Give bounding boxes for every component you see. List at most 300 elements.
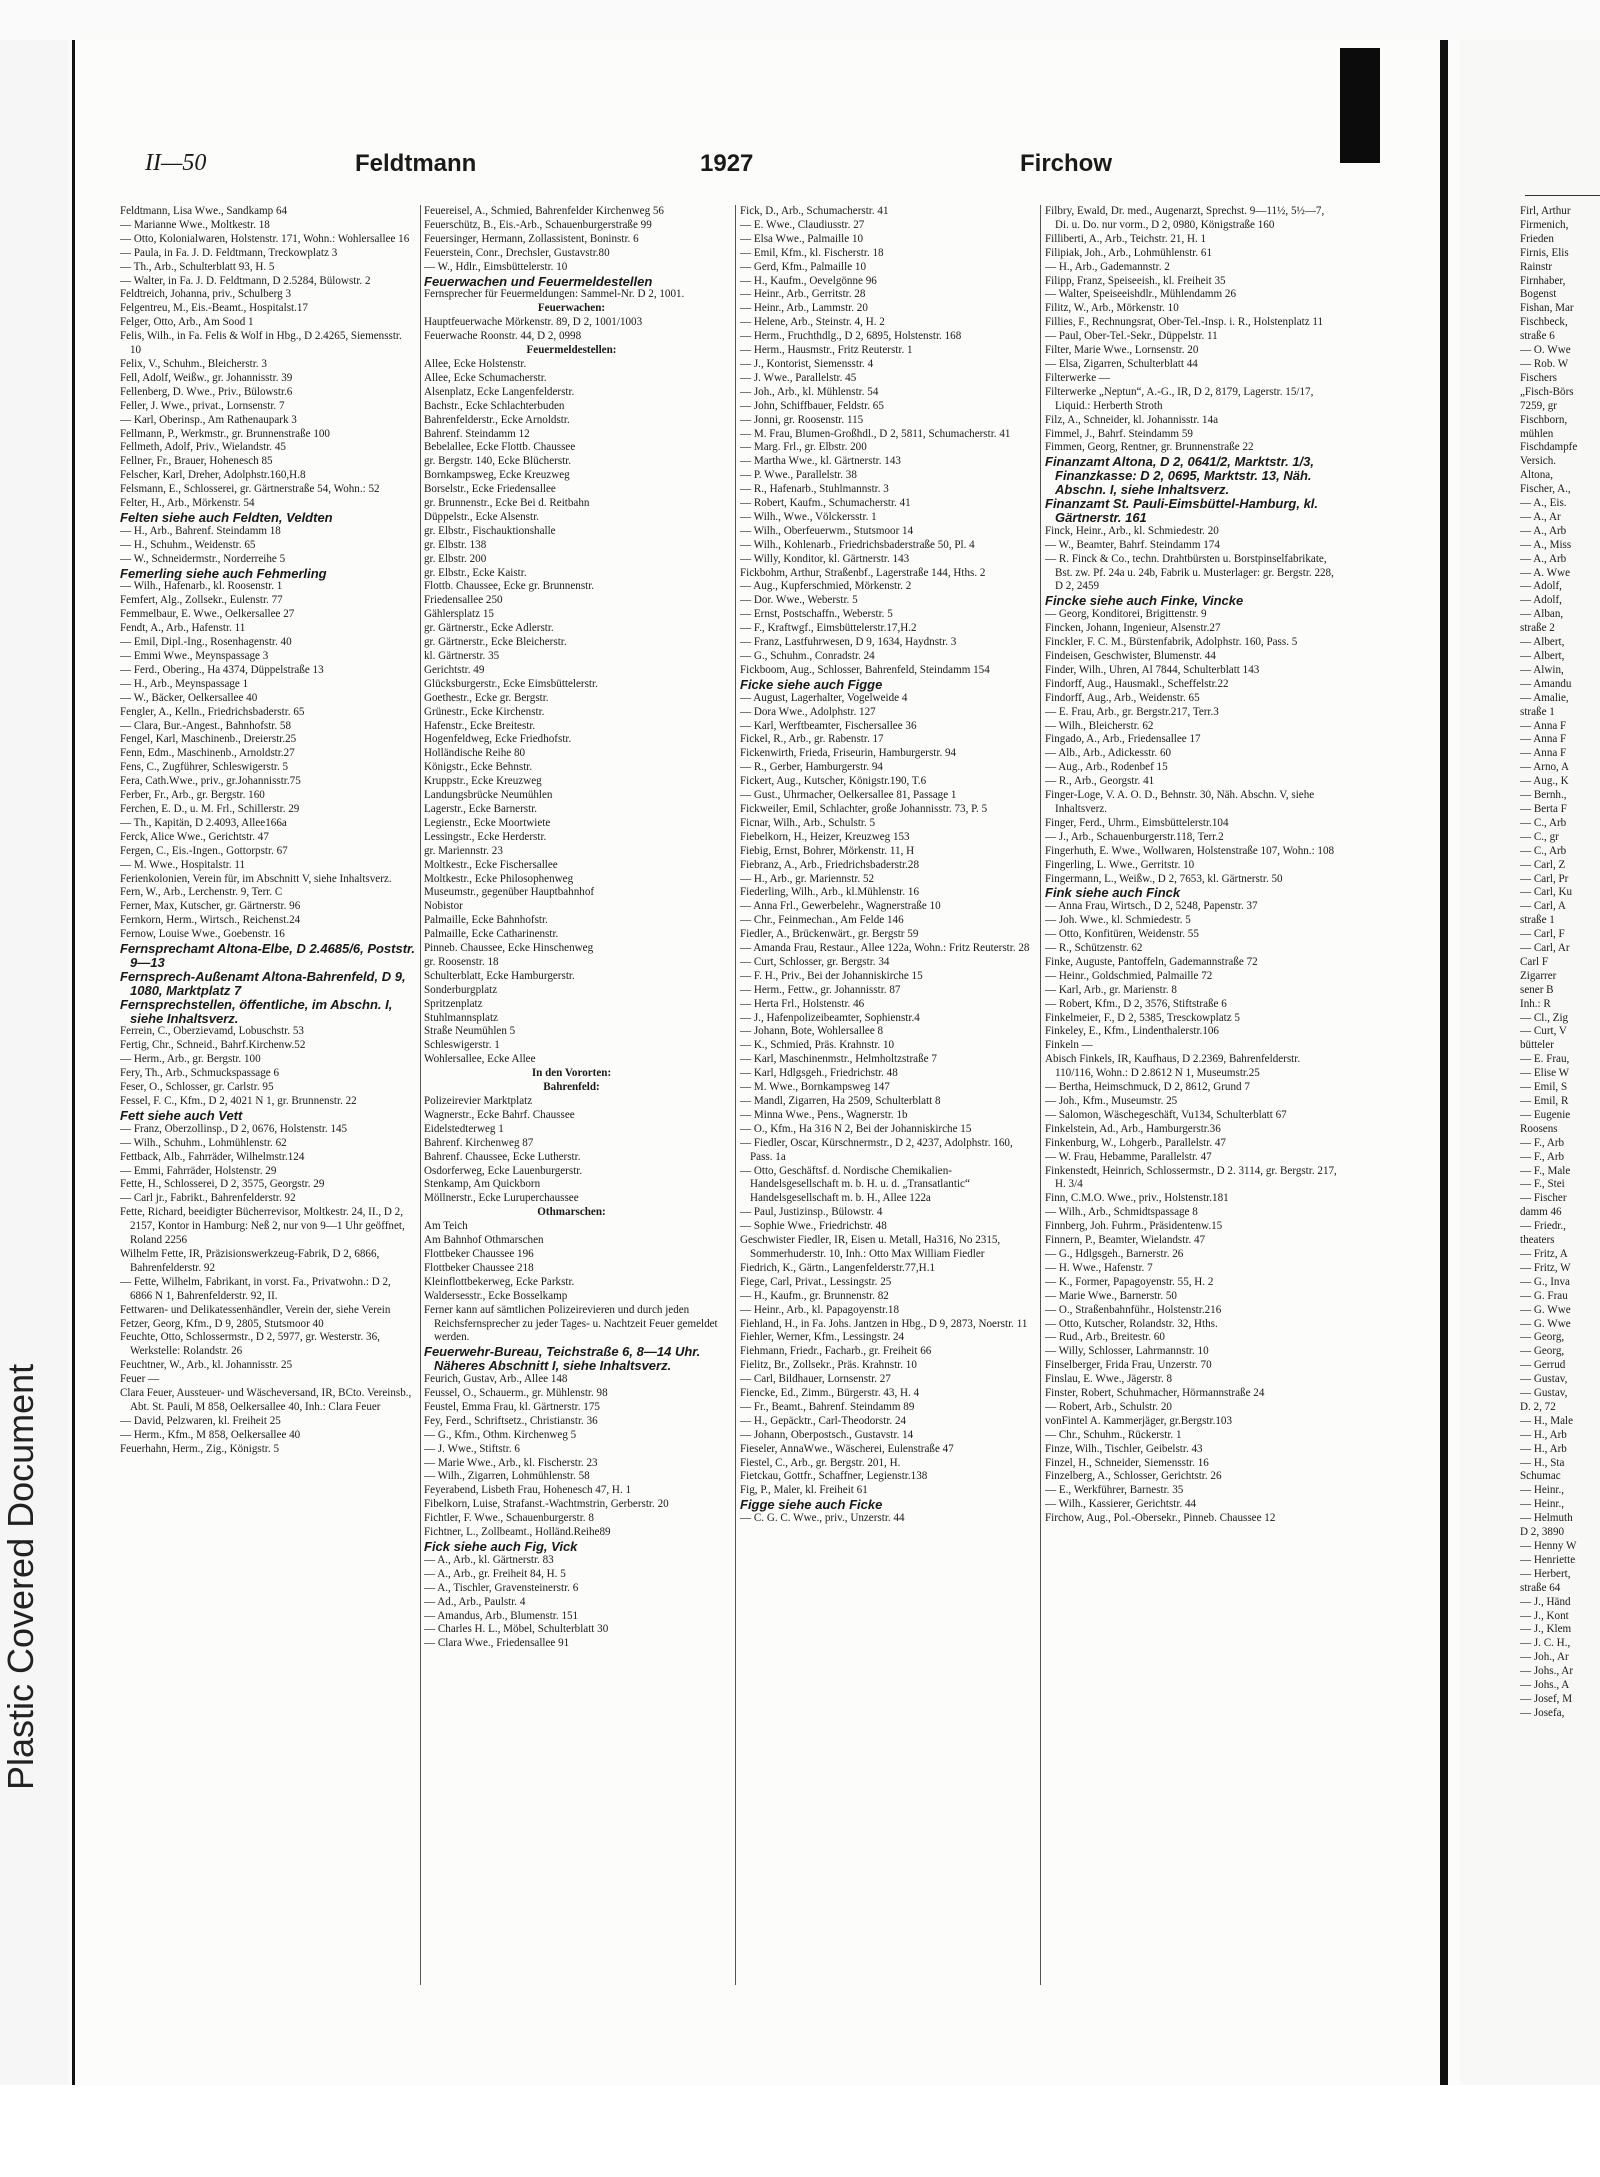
directory-entry: — H., Sta: [1520, 1456, 1565, 1469]
directory-entry: Sonderburgplatz: [424, 983, 498, 996]
directory-entry: Roosens: [1520, 1122, 1558, 1135]
facing-page-rule: [1525, 195, 1600, 196]
directory-entry: — Joh. Wwe., kl. Schmiedestr. 5: [1045, 914, 1191, 927]
directory-entry: — Th., Arb., Schulterblatt 93, H. 5: [120, 260, 275, 273]
directory-entry: — W., Schneidermstr., Norderreihe 5: [120, 552, 286, 565]
directory-entry: — J., Händ: [1520, 1595, 1571, 1608]
directory-entry: Fetzer, Georg, Kfm., D 9, 2805, Stutsmoor 40: [120, 1317, 324, 1330]
directory-entry: — O., Kfm., Ha 316 N 2, Bei der Johanniskirche 15: [740, 1122, 972, 1135]
directory-entry: — Carl, A: [1520, 900, 1566, 913]
directory-entry: — Ad., Arb., Paulstr. 4: [424, 1595, 526, 1608]
column-2: [424, 205, 719, 2005]
directory-entry: Filipiak, Joh., Arb., Lohmühlenstr. 61: [1045, 246, 1213, 259]
directory-entry: Pinneb. Chaussee, Ecke Hinschenweg: [424, 942, 594, 955]
directory-entry: — Johann, Oberpostsch., Gustavstr. 14: [740, 1428, 914, 1441]
directory-entry: Felix, V., Schuhm., Bleicherstr. 3: [120, 357, 267, 370]
directory-entry: — H., Arb: [1520, 1428, 1567, 1441]
directory-entry: Finder, Wilh., Uhren, Al 7844, Schulterblatt 143: [1045, 663, 1260, 676]
directory-entry: Fig, P., Maler, kl. Freiheit 61: [740, 1484, 868, 1497]
directory-entry: — Carl, Z: [1520, 858, 1566, 871]
directory-entry: Flottbeker Chaussee 196: [424, 1247, 534, 1260]
directory-entry: Fett siehe auch Vett: [120, 1107, 243, 1123]
directory-entry: Fingermann, L., Weißw., D 2, 7653, kl. Gärtnerstr. 50: [1045, 872, 1283, 885]
directory-entry: — Minna Wwe., Pens., Wagnerstr. 1b: [740, 1108, 908, 1121]
directory-entry: — Henny W: [1520, 1540, 1577, 1552]
directory-entry: Fincke siehe auch Finke, Vincke: [1045, 593, 1244, 609]
directory-entry: — Willy, Schlosser, Lahrmannstr. 10: [1045, 1345, 1209, 1358]
directory-entry: — R., Schützenstr. 62: [1045, 942, 1143, 955]
directory-entry: — August, Lagerhalter, Vogelweide 4: [740, 691, 908, 704]
directory-entry: Ferner kann auf sämtlichen Polizeirevieren und durch jeden Reichsfernsprecher zu jeder Tages- u. Nachtzeit Feuer gemeldet werden.: [424, 1303, 718, 1344]
directory-entry: — Georg,: [1520, 1345, 1565, 1358]
directory-entry: — R., Arb., Georgstr. 41: [1045, 775, 1155, 788]
directory-entry: — Marg. Frl., gr. Elbstr. 200: [740, 441, 867, 454]
directory-entry: Feser, O., Schlosser, gr. Carlstr. 95: [120, 1081, 274, 1094]
directory-entry: Ferber, Fr., Arb., gr. Bergstr. 160: [120, 789, 265, 802]
directory-entry: Gerichtstr. 49: [424, 663, 485, 676]
directory-entry: — Dora Wwe., Adolphstr. 127: [740, 705, 876, 718]
directory-entry: — Anna F: [1520, 719, 1567, 732]
directory-entry: — Carl, Ku: [1520, 886, 1573, 899]
directory-entry: Ferrein, C., Oberzievamd, Lobuschstr. 53: [120, 1025, 304, 1038]
directory-entry: Fenn, Edm., Maschinenb., Arnoldstr.27: [120, 747, 295, 760]
directory-entry: — Heinr.,: [1520, 1484, 1565, 1497]
directory-entry: gr. Elbstr., Ecke Kaistr.: [424, 566, 527, 579]
directory-entry: — F., Male: [1520, 1164, 1571, 1177]
directory-entry: Finger, Ferd., Uhrm., Eimsbüttelerstr.104: [1045, 816, 1229, 829]
directory-entry: — Friedr.,: [1520, 1220, 1566, 1233]
directory-entry: — Herm., Fruchthdlg., D 2, 6895, Holstenstr. 168: [740, 330, 962, 343]
directory-entry: — A., Eis.: [1520, 497, 1567, 510]
directory-entry: Findeisen, Geschwister, Blumenstr. 44: [1045, 650, 1216, 662]
directory-entry: — Gerd, Kfm., Palmaille 10: [740, 260, 867, 273]
directory-entry: Fens, C., Zugführer, Schleswigerstr. 5: [120, 761, 289, 774]
directory-entry: — Rob. W: [1520, 357, 1569, 370]
directory-entry: Flottb. Chaussee, Ecke gr. Brunnenstr.: [424, 580, 595, 593]
directory-entry: mühlen: [1520, 427, 1554, 440]
directory-entry: Finkenstedt, Heinrich, Schlossermstr., D 2. 3114, gr. Bergstr. 217, H. 3/4: [1045, 1164, 1337, 1191]
directory-entry: — Clara Wwe., Friedensallee 91: [424, 1637, 570, 1650]
directory-entry: straße 1: [1520, 705, 1555, 718]
directory-entry: Wohlersallee, Ecke Allee: [424, 1053, 536, 1066]
directory-entry: Osdorferweg, Ecke Lauenburgerstr.: [424, 1164, 583, 1177]
directory-entry: Firchow, Aug., Pol.-Obersekr., Pinneb. Chaussee 12: [1045, 1512, 1276, 1525]
directory-entry: Felis, Wilh., in Fa. Felis & Wolf in Hbg., D 2.4265, Siemensstr. 10: [120, 330, 402, 357]
directory-entry: Fischdampfe: [1520, 441, 1578, 454]
directory-entry: Fiebig, Ernst, Bohrer, Mörkenstr. 11, H: [740, 844, 915, 857]
directory-entry: — G. Wwe: [1520, 1303, 1571, 1316]
directory-entry: vonFintel A. Kammerjäger, gr.Bergstr.103: [1045, 1414, 1232, 1427]
directory-entry: — Wilh., Bleicherstr. 62: [1045, 719, 1154, 732]
directory-entry: straße 64: [1520, 1581, 1561, 1594]
directory-entry: — Amalie,: [1520, 691, 1569, 704]
directory-entry: — Adolf,: [1520, 580, 1562, 593]
directory-entry: — Karl, Hdlgsgeh., Friedrichstr. 48: [740, 1067, 898, 1080]
directory-entry: Filbry, Ewald, Dr. med., Augenarzt, Sprechst. 9—11½, 5½—7, Di. u. Do. nur vorm., D 2, 0980, Königstraße 160: [1045, 205, 1325, 231]
directory-entry: Ferienkolonien, Verein für, im Abschnitt V, siehe Inhaltsverz.: [120, 872, 392, 885]
directory-entry: — W., Bäcker, Oelkersallee 40: [120, 691, 258, 704]
directory-entry: Fettwaren- und Delikatessenhändler, Verein der, siehe Verein: [120, 1303, 391, 1316]
directory-entry: Fey, Ferd., Schriftsetz., Christianstr. 36: [424, 1414, 598, 1427]
directory-entry: — Carl, F: [1520, 928, 1565, 941]
directory-entry: Palmaille, Ecke Bahnhofstr.: [424, 914, 548, 927]
directory-entry: Feuerwache Roonstr. 44, D 2, 0998: [424, 330, 582, 343]
directory-entry: — J., Kontorist, Siemensstr. 4: [740, 357, 874, 370]
directory-entry: Fingado, A., Arb., Friedensallee 17: [1045, 733, 1201, 746]
directory-entry: — W., Beamter, Bahrf. Steindamm 174: [1045, 538, 1220, 551]
directory-entry: — Wilh., Hafenarb., kl. Roosenstr. 1: [120, 580, 283, 593]
directory-entry: — G., Hdlgsgeh., Barnerstr. 26: [1045, 1247, 1184, 1260]
directory-entry: — M. Frau, Blumen-Großhdl., D 2, 5811, Schumacherstr. 41: [740, 427, 1011, 440]
directory-entry: Ferck, Alice Wwe., Gerichtstr. 47: [120, 830, 269, 843]
directory-entry: Stenkamp, Am Quickborn: [424, 1178, 541, 1191]
column-4: [1045, 205, 1340, 2005]
directory-entry: Fernow, Louise Wwe., Goebenstr. 16: [120, 928, 285, 941]
directory-entry: Feuerschütz, B., Eis.-Arb., Schauenburgerstraße 99: [424, 218, 652, 231]
directory-entry: — Adolf,: [1520, 594, 1562, 607]
directory-entry: Filipp, Franz, Speiseeish., kl. Freiheit 35: [1045, 274, 1226, 287]
directory-entry: Moltkestr., Ecke Fischersallee: [424, 858, 558, 871]
directory-entry: Bahrenf. Kirchenweg 87: [424, 1136, 534, 1149]
directory-entry: Goethestr., Ecke gr. Bergstr.: [424, 691, 549, 704]
directory-entry: — Emil, Kfm., kl. Fischerstr. 18: [740, 246, 884, 259]
directory-entry: Finn, C.M.O. Wwe., priv., Holstenstr.181: [1045, 1192, 1229, 1205]
directory-entry: — Aug., Arb., Rodenbef 15: [1045, 761, 1168, 774]
directory-entry: Femerling siehe auch Fehmerling: [120, 565, 327, 581]
directory-entry: Felger, Otto, Arb., Am Sood 1: [120, 316, 254, 329]
directory-entry: Fichtler, F. Wwe., Schauenburgerstr. 8: [424, 1512, 594, 1525]
directory-entry: Holländische Reihe 80: [424, 747, 526, 760]
directory-entry: — Fischer: [1520, 1192, 1567, 1205]
directory-entry: Feuerhahn, Herm., Zig., Königstr. 5: [120, 1442, 279, 1455]
directory-entry: — Herm., Kfm., M 858, Oelkersallee 40: [120, 1428, 301, 1441]
directory-entry: Fernsprecher für Feuermeldungen: Sammel-Nr. D 2, 1001.: [424, 288, 685, 301]
directory-entry: — Emil, S: [1520, 1081, 1568, 1094]
directory-entry: — Wilh., Kassierer, Gerichtstr. 44: [1045, 1498, 1197, 1511]
directory-entry: Feustel, Emma Frau, kl. Gärtnerstr. 175: [424, 1400, 600, 1413]
column-1: [120, 205, 415, 2005]
page-header: [145, 150, 1435, 190]
directory-entry: — Chr., Schuhm., Rückerstr. 1: [1045, 1428, 1182, 1441]
directory-entry: Fimmen, Georg, Rentner, gr. Brunnenstraße 22: [1045, 441, 1254, 454]
directory-entry: — Anna Frau, Wirtsch., D 2, 5248, Papenstr. 37: [1045, 900, 1258, 913]
directory-entry: Felsmann, E., Schlosserei, gr. Gärtnerstraße 54, Wohn.: 52: [120, 483, 380, 496]
directory-entry: Finkelmeier, F., D 2, 5385, Tresckowplatz 5: [1045, 1011, 1240, 1024]
directory-entry: — Anna F: [1520, 747, 1567, 760]
directory-entry: — Johann, Bote, Wohlersallee 8: [740, 1025, 884, 1038]
directory-entry: — Paul, Justizinsp., Bülowstr. 4: [740, 1206, 883, 1219]
directory-entry: Lagerstr., Ecke Barnerstr.: [424, 802, 538, 815]
column-divider: [1040, 205, 1041, 1985]
directory-entry: — Robert, Arb., Schulstr. 20: [1045, 1400, 1172, 1413]
directory-entry: — Eugenie: [1520, 1108, 1571, 1121]
directory-entry: Spritzenplatz: [424, 997, 483, 1010]
directory-entry: — Wilh., Arb., Schmidtspassage 8: [1045, 1206, 1198, 1219]
directory-entry: — H., Kaufm., Oevelgönne 96: [740, 274, 877, 287]
directory-entry: Filliberti, A., Arb., Teichstr. 21, H. 1: [1045, 232, 1207, 245]
directory-entry: Borselstr., Ecke Friedensallee: [424, 483, 556, 496]
directory-entry: Fera, Cath.Wwe., priv., gr.Johannisstr.75: [120, 775, 301, 788]
directory-entry: In den Vororten:: [531, 1067, 612, 1080]
directory-entry: — G., Kfm., Othm. Kirchenweg 5: [424, 1428, 577, 1441]
directory-entry: — Joh., Ar: [1520, 1651, 1569, 1664]
directory-entry: Finze, Wilh., Tischler, Geibelstr. 43: [1045, 1442, 1203, 1455]
directory-entry: — Bertha, Heimschmuck, D 2, 8612, Grund 7: [1045, 1081, 1250, 1094]
directory-entry: Finslau, E. Wwe., Jägerstr. 8: [1045, 1373, 1173, 1386]
header-first-name: Feldtmann: [355, 150, 477, 177]
directory-entry: Fernkorn, Herm., Wirtsch., Reichenst.24: [120, 914, 301, 927]
directory-entry: Fimmel, J., Bahrf. Steindamm 59: [1045, 427, 1193, 440]
directory-entry: Am Teich: [424, 1220, 468, 1233]
directory-entry: — H., Kaufm., gr. Brunnenstr. 82: [740, 1289, 889, 1302]
directory-entry: — Paul, Ober-Tel.-Sekr., Düppelstr. 11: [1045, 330, 1218, 343]
directory-entry: — Otto, Kolonialwaren, Holstenstr. 171, Wohn.: Wohlersallee 16: [120, 232, 410, 245]
directory-entry: Finzelberg, A., Schlosser, Gerichtstr. 26: [1045, 1470, 1222, 1483]
directory-entry: Firl, Arthur: [1520, 205, 1571, 217]
directory-entry: — Emil, R: [1520, 1095, 1569, 1107]
directory-entry: Fielitz, Br., Zollsekr., Präs. Krahnstr. 10: [740, 1359, 917, 1372]
directory-entry: Allee, Ecke Schumacherstr.: [424, 371, 547, 384]
directory-entry: Fibelkorn, Luise, Strafanst.-Wachtmstrin, Gerberstr. 20: [424, 1498, 669, 1511]
directory-entry: Hogenfeldweg, Ecke Friedhofstr.: [424, 733, 572, 746]
directory-entry: — Herm., Arb., gr. Bergstr. 100: [120, 1053, 261, 1066]
directory-entry: — F., Arb: [1520, 1136, 1565, 1149]
directory-entry: Felscher, Karl, Dreher, Adolphstr.160,H.8: [120, 469, 306, 482]
directory-entry: Feuerwehr-Bureau, Teichstraße 6, 8—14 Uhr. Näheres Abschnitt I, siehe Inhaltsverz.: [424, 1344, 701, 1374]
directory-entry: — Amanda Frau, Restaur., Allee 122a, Wohn.: Fritz Reuterstr. 28: [740, 942, 1030, 955]
directory-entry: — Anna Frl., Gewerbelehr., Wagnerstraße 10: [740, 900, 941, 913]
directory-entry: — John, Schiffbauer, Feldstr. 65: [740, 399, 884, 412]
directory-entry: Fern, W., Arb., Lerchenstr. 9, Terr. C: [120, 886, 283, 899]
directory-entry: Fiehler, Werner, Kfm., Lessingstr. 24: [740, 1331, 905, 1344]
directory-entry: — Otto, Kutscher, Rolandstr. 32, Hths.: [1045, 1317, 1218, 1330]
directory-entry: — Sophie Wwe., Friedrichstr. 48: [740, 1220, 887, 1233]
directory-entry: Bornkampsweg, Ecke Kreuzweg: [424, 469, 570, 482]
directory-entry: Landungsbrücke Neumühlen: [424, 789, 553, 802]
directory-entry: Carl F: [1520, 955, 1549, 968]
directory-entry: — P. Wwe., Parallelstr. 38: [740, 469, 857, 482]
directory-entry: Fery, Th., Arb., Schmuckspassage 6: [120, 1067, 279, 1080]
directory-entry: — E. Frau, Arb., gr. Bergstr.217, Terr.3: [1045, 705, 1219, 718]
directory-entry: — Fritz, A: [1520, 1247, 1568, 1260]
directory-entry: Feldtreich, Johanna, priv., Schulberg 3: [120, 288, 291, 301]
directory-entry: — G., Schuhm., Conradstr. 24: [740, 650, 875, 662]
column-divider: [735, 205, 736, 1985]
directory-entry: Glücksburgerstr., Ecke Eimsbüttelerstr.: [424, 677, 598, 690]
directory-entry: Fick siehe auch Fig, Vick: [424, 1539, 578, 1554]
directory-entry: — Salomon, Wäschegeschäft, Vu134, Schulterblatt 67: [1045, 1108, 1287, 1121]
directory-entry: — J., Arb., Schauenburgerstr.118, Terr.2: [1045, 830, 1224, 843]
directory-entry: Fiestel, C., Arb., gr. Bergstr. 201, H.: [740, 1456, 901, 1469]
directory-entry: Bahrenf. Chaussee, Ecke Lutherstr.: [424, 1150, 581, 1163]
directory-entry: — Carl, Bildhauer, Lornsenstr. 27: [740, 1373, 891, 1386]
directory-entry: Feuersinger, Hermann, Zollassistent, Boninstr. 6: [424, 232, 639, 245]
directory-entry: Museumstr., gegenüber Hauptbahnhof: [424, 886, 595, 899]
directory-entry: Finkenburg, W., Lohgerb., Parallelstr. 47: [1045, 1136, 1226, 1149]
directory-entry: Bahrenf. Steindamm 12: [424, 427, 530, 440]
directory-entry: Altona,: [1520, 469, 1553, 482]
directory-entry: — Charles H. L., Möbel, Schulterblatt 30: [424, 1623, 609, 1636]
directory-entry: Flottbeker Chaussee 218: [424, 1261, 534, 1274]
directory-entry: Finzel, H., Schneider, Siemensstr. 16: [1045, 1456, 1209, 1469]
directory-entry: — Fette, Wilhelm, Fabrikant, in vorst. Fa., Privatwohn.: D 2, 6866 N 1, Bahrenfelderstr. 92, II.: [120, 1275, 391, 1302]
directory-entry: — Joh., Kfm., Museumstr. 25: [1045, 1095, 1178, 1107]
directory-entry: — R. Finck & Co., techn. Drahtbürsten u. Borstpinselfabrikate, Bst. zw. Pf. 24a u. 24b, Fabrik u. Musterlager: gr. Bergstr. 228, D 2, 2459: [1045, 552, 1334, 593]
directory-entry: — Wilh., Schuhm., Lohmühlenstr. 62: [120, 1136, 287, 1149]
directory-entry: — H., Arb: [1520, 1442, 1567, 1455]
directory-entry: — G. Wwe: [1520, 1317, 1571, 1330]
directory-entry: — Emmi, Fahrräder, Holstenstr. 29: [120, 1164, 277, 1177]
directory-entry: Feuermeldestellen:: [526, 344, 617, 357]
directory-entry: — Henriette: [1520, 1553, 1576, 1566]
directory-entry: Fiege, Carl, Privat., Lessingstr. 25: [740, 1275, 892, 1288]
directory-entry: — Alwin,: [1520, 663, 1564, 676]
directory-entry: — Walter, Speiseeishdlr., Mühlendamm 26: [1045, 288, 1237, 301]
directory-entry: Bebelallee, Ecke Flottb. Chaussee: [424, 441, 576, 454]
directory-entry: Fiencke, Ed., Zimm., Bürgerstr. 43, H. 4: [740, 1387, 920, 1400]
directory-entry: Finkeley, E., Kfm., Lindenthalerstr.106: [1045, 1025, 1219, 1038]
directory-entry: Feuchte, Otto, Schlossermstr., D 2, 5977, gr. Westerstr. 36, Werkstelle: Rolandstr. 26: [120, 1331, 380, 1358]
directory-entry: — Fritz, W: [1520, 1261, 1571, 1274]
directory-entry: — G., Inva: [1520, 1275, 1570, 1288]
directory-entry: — A., Arb., kl. Gärtnerstr. 83: [424, 1553, 554, 1566]
directory-entry: Fietckau, Gottfr., Schaffner, Legienstr.138: [740, 1470, 928, 1483]
directory-entry: Findorff, Aug., Hausmakl., Scheffelstr.22: [1045, 677, 1229, 690]
directory-entry: Feurich, Gustav, Arb., Allee 148: [424, 1373, 568, 1386]
directory-entry: — Johs., A: [1520, 1679, 1570, 1692]
directory-entry: — H., Arb., gr. Mariennstr. 52: [740, 872, 875, 885]
directory-entry: Fickbohm, Arthur, Straßenbf., Lagerstraße 144, Hths. 2: [740, 566, 986, 579]
directory-entry: — F., Arb: [1520, 1150, 1565, 1163]
directory-entry: Fincken, Johann, Ingenieur, Alsenstr.27: [1045, 622, 1221, 635]
page-corner-shadow: [1340, 48, 1380, 163]
directory-entry: — Otto, Geschäftsf. d. Nordische Chemikalien-Handelsgesellschaft m. b. H. u. d. „Transatlantic“ Handelsgesellschaft m. b. H., Allee 122a: [740, 1164, 970, 1205]
directory-entry: Fette, H., Schlosserei, D 2, 3575, Georgstr. 29: [120, 1178, 325, 1191]
directory-entry: Finster, Robert, Schuhmacher, Hörmannstraße 24: [1045, 1387, 1265, 1400]
directory-entry: Firnis, Elis: [1520, 246, 1569, 259]
directory-entry: Feuer —: [120, 1373, 160, 1386]
directory-entry: Ficke siehe auch Figge: [740, 676, 883, 692]
directory-entry: — Herta Frl., Holstenstr. 46: [740, 997, 865, 1010]
directory-entry: Friedensallee 250: [424, 594, 503, 607]
directory-entry: Fette, Richard, beeidigter Bücherrevisor, Moltkestr. 24, II., D 2, 2157, Kontor in Hamburg: Neß 2, nur von 9—1 Uhr geöffnet, Roland 2256: [120, 1206, 405, 1247]
directory-entry: — E. Wwe., Claudiusstr. 27: [740, 218, 865, 231]
directory-entry: Finkeln —: [1045, 1039, 1093, 1052]
directory-entry: — Elsa, Zigarren, Schulterblatt 44: [1045, 357, 1198, 370]
directory-entry: Fick, D., Arb., Schumacherstr. 41: [740, 205, 889, 217]
directory-entry: — Albert,: [1520, 650, 1565, 662]
directory-entry: Schleswigerstr. 1: [424, 1039, 500, 1052]
directory-entry: Fickel, R., Arb., gr. Rabenstr. 17: [740, 733, 884, 746]
directory-entry: — Karl, Oberinsp., Am Rathenaupark 3: [120, 413, 297, 426]
directory-entry: Bahrenfeld:: [543, 1081, 600, 1094]
directory-entry: Hafenstr., Ecke Breitestr.: [424, 719, 536, 732]
directory-entry: gr. Mariennstr. 23: [424, 844, 503, 857]
directory-entry: Am Bahnhof Othmarschen: [424, 1234, 544, 1247]
directory-entry: — Carl jr., Fabrikt., Bahrenfelderstr. 92: [120, 1192, 296, 1205]
directory-entry: gr. Bergstr. 140, Ecke Blücherstr.: [424, 455, 572, 468]
directory-entry: — Marie Wwe., Arb., kl. Fischerstr. 23: [424, 1456, 598, 1469]
directory-entry: Fellner, Fr., Brauer, Hohenesch 85: [120, 455, 273, 468]
directory-entry: — H., Male: [1520, 1414, 1573, 1427]
directory-entry: Fertig, Chr., Schneid., Bahrf.Kirchenw.52: [120, 1039, 306, 1052]
directory-entry: Fernsprechstellen, öffentliche, im Abschn. I, siehe Inhaltsverz.: [120, 996, 393, 1026]
directory-entry: Fiedrich, K., Gärtn., Langenfelderstr.77,H.1: [740, 1261, 936, 1274]
directory-entry: Finnberg, Joh. Fuhrm., Präsidentenw.15: [1045, 1220, 1223, 1233]
directory-entry: — A., Arb: [1520, 552, 1567, 565]
directory-entry: — A., Ar: [1520, 510, 1561, 523]
directory-entry: Fiehland, H., in Fa. Johs. Jantzen in Hbg., D 9, 2873, Noerstr. 11: [740, 1317, 1028, 1330]
directory-entry: Bahrenfelderstr., Ecke Arnoldstr.: [424, 413, 570, 426]
directory-entry: — Amandu: [1520, 677, 1572, 690]
directory-entry: — Carl, Pr: [1520, 872, 1569, 885]
directory-entry: — Georg, Konditorei, Brigittenstr. 9: [1045, 608, 1207, 621]
directory-entry: Fellmann, P., Werkmstr., gr. Brunnenstraße 100: [120, 427, 330, 440]
directory-entry: — Heinr.,: [1520, 1498, 1565, 1511]
directory-entry: Moltkestr., Ecke Philosophenweg: [424, 872, 574, 885]
directory-entry: — A., Miss: [1520, 538, 1572, 551]
directory-entry: Stuhlmannsplatz: [424, 1011, 498, 1024]
header-year: 1927: [700, 150, 754, 177]
directory-entry: Wagnerstr., Ecke Bahrf. Chaussee: [424, 1108, 575, 1121]
directory-entry: Feldtmann, Lisa Wwe., Sandkamp 64: [120, 205, 288, 217]
directory-entry: Fernsprech-Außenamt Altona-Bahrenfeld, D 9, 1080, Marktplatz 7: [120, 968, 406, 998]
column-3: [740, 205, 1035, 2005]
directory-entry: Fischborn,: [1520, 413, 1568, 426]
directory-entry: Königstr., Ecke Behnstr.: [424, 761, 533, 774]
facing-page-column: [1520, 205, 1600, 2005]
directory-entry: Polizeirevier Marktplatz: [424, 1095, 533, 1107]
directory-entry: Fellenberg, D. Wwe., Priv., Bülowstr.6: [120, 385, 293, 398]
directory-entry: Filterwerke „Neptun“, A.-G., IR, D 2, 8179, Lagerstr. 15/17, Liquid.: Herberth Stroth: [1045, 385, 1314, 412]
directory-entry: — A., Tischler, Gravensteinerstr. 6: [424, 1581, 579, 1594]
directory-entry: gr. Gärtnerstr., Ecke Bleicherstr.: [424, 636, 567, 649]
directory-entry: Firnhaber,: [1520, 274, 1566, 287]
directory-entry: Femfert, Alg., Zollsekr., Eulenstr. 77: [120, 594, 283, 607]
directory-entry: Feuerwachen und Feuermeldestellen: [424, 273, 653, 289]
directory-entry: Geschwister Fiedler, IR, Eisen u. Metall, Ha316, No 2315, Sommerhuderstr. 10, Inh.: Otto Max William Fiedler: [740, 1234, 1001, 1260]
directory-entry: — Fiedler, Oscar, Kürschnermstr., D 2, 4237, Adolphstr. 160, Pass. 1a: [740, 1136, 1013, 1163]
directory-entry: Inh.: R: [1520, 997, 1551, 1010]
directory-entry: Fickert, Aug., Kutscher, Königstr.190, T.6: [740, 775, 927, 788]
directory-entry: Abisch Finkels, IR, Kaufhaus, D 2.2369, Bahrenfelderstr. 110/116, Wohn.: D 2.8612 N 1, Museumstr.25: [1045, 1053, 1301, 1080]
directory-entry: Fiebranz, A., Arb., Friedrichsbaderstr.28: [740, 858, 920, 871]
directory-entry: — F. H., Priv., Bei der Johanniskirche 15: [740, 969, 923, 982]
directory-entry: — G. Frau: [1520, 1289, 1568, 1302]
directory-entry: — Robert, Kaufm., Schumacherstr. 41: [740, 497, 911, 510]
directory-entry: Filterwerke —: [1045, 371, 1111, 384]
directory-entry: Finnern, P., Beamter, Wielandstr. 47: [1045, 1234, 1206, 1247]
directory-entry: Fickboom, Aug., Schlosser, Bahrenfeld, Steindamm 154: [740, 663, 990, 676]
directory-entry: Fendt, A., Arb., Hafenstr. 11: [120, 622, 246, 635]
directory-entry: gr. Gärtnerstr., Ecke Adlerstr.: [424, 622, 554, 635]
directory-entry: — Ernst, Postschaffn., Weberstr. 5: [740, 608, 893, 621]
directory-entry: — Fr., Beamt., Bahrenf. Steindamm 89: [740, 1400, 915, 1413]
directory-entry: theaters: [1520, 1234, 1555, 1247]
directory-entry: — J., Hafenpolizeibeamter, Sophienstr.4: [740, 1011, 920, 1024]
directory-entry: — Jonni, gr. Roosenstr. 115: [740, 413, 864, 426]
directory-entry: — W., Hdlr., Eimsbüttelerstr. 10: [424, 260, 568, 273]
directory-entry: — Franz, Oberzollinsp., D 2, 0676, Holstenstr. 145: [120, 1122, 348, 1135]
directory-entry: Möllnerstr., Ecke Luruperchaussee: [424, 1192, 579, 1205]
directory-entry: D 2, 3890: [1520, 1526, 1565, 1539]
directory-entry: — E., Werkführer, Barnestr. 35: [1045, 1484, 1184, 1497]
directory-entry: straße 2: [1520, 622, 1555, 635]
directory-entry: Fieseler, AnnaWwe., Wäscherei, Eulenstraße 47: [740, 1442, 954, 1455]
directory-entry: Wilhelm Fette, IR, Präzisionswerkzeug-Fabrik, D 2, 6866, Bahrenfelderstr. 92: [120, 1247, 380, 1274]
directory-entry: Eidelstedterweg 1: [424, 1122, 504, 1135]
directory-entry: — Alb., Arb., Adickesstr. 60: [1045, 747, 1172, 760]
